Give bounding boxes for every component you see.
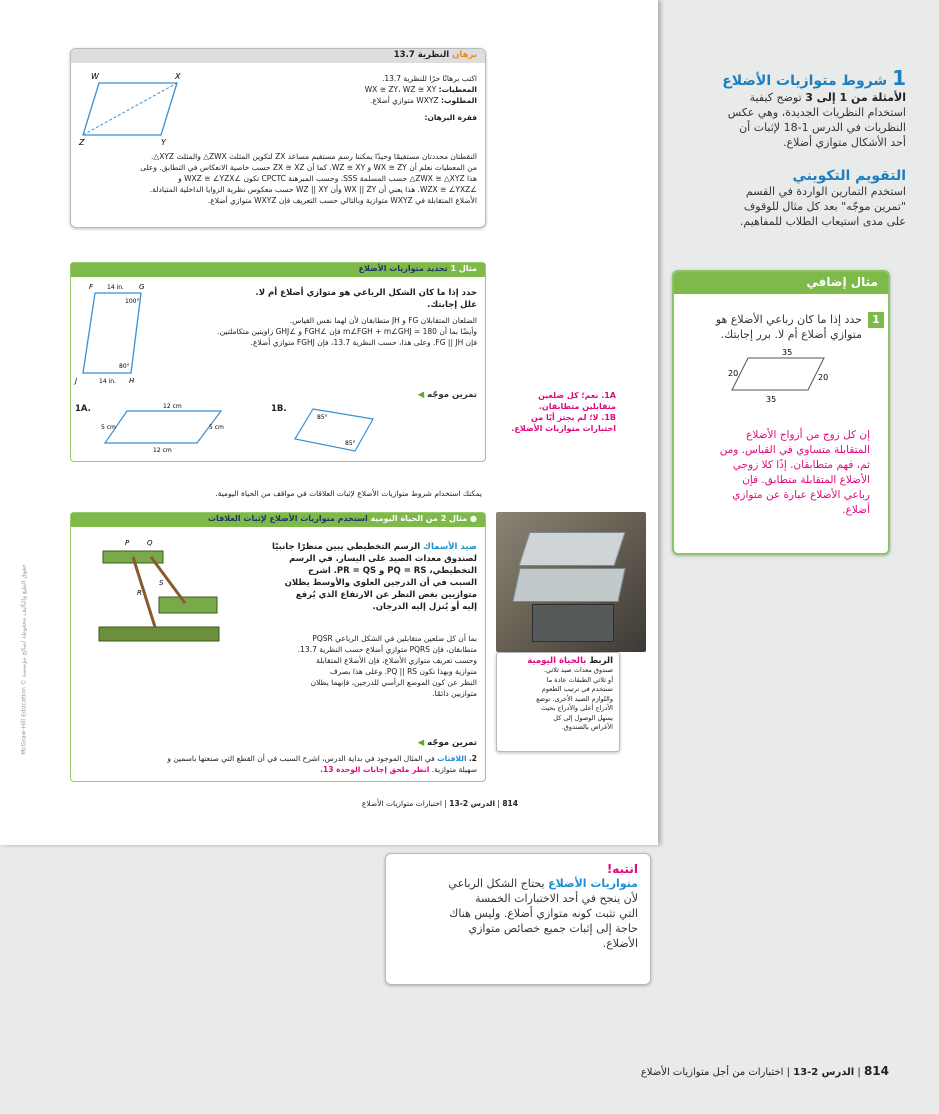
watch-out-line: لأن ينجح في أحد الاختبارات الخمسة bbox=[475, 892, 638, 905]
example2-box bbox=[70, 512, 486, 782]
para-line: أحد الأشكال متوازي أضلاع. bbox=[783, 136, 906, 149]
solution-line: متوازيين دائمًا. bbox=[432, 689, 477, 698]
para-line: النظريات في الدرس 1-18 لإثبات أن bbox=[739, 121, 906, 134]
extra-example-box bbox=[672, 270, 890, 555]
rw-line: الأدراج أعلى والأدراج بحيث bbox=[540, 704, 613, 712]
example2-tag: مثال 2 bbox=[440, 514, 468, 523]
proof-line: ∠WZX ≅ ∠YXZ. هذا يعني أن WX || ZY وأن WZ || XY حسب معكوس نظرية الزوايا الداخلية المتبادلة. bbox=[149, 185, 477, 194]
rw-line: أو ثلاثي الطبقات عادة ما bbox=[546, 675, 613, 684]
ex2-ref: انظر ملحق إجابات الوحدة 13. bbox=[320, 765, 430, 774]
page-footer: 814 | الدرس 2-13 | اختبارات متوازيات الأضلاع bbox=[361, 799, 518, 808]
given-label: المعطيات: bbox=[438, 85, 477, 94]
footer-num: 814 bbox=[502, 799, 518, 808]
watch-out-box bbox=[385, 853, 651, 985]
example2-tag2: من الحياة اليومية bbox=[370, 514, 438, 523]
proof-line: هذا ZWX ≅ △XYZ△ حسب المسلمة SSS. وحسب المبرهنة CPCTC تكون ∠WXZ ≅ ∠YZX و bbox=[178, 174, 477, 183]
label-s: S bbox=[159, 579, 164, 587]
example1-question: حدد إذا ما كان الشكل الرباعي هو متوازي أضلاع أم لا. bbox=[255, 288, 477, 298]
label-h: H bbox=[129, 377, 135, 385]
exercise-2 bbox=[77, 753, 477, 775]
label-f: F bbox=[89, 283, 94, 291]
example1-line: وأيضًا بما أن m∠FGH + m∠GHJ = 180 فإن ∠FGH و ∠GHJ زاويتين متكاملتين. bbox=[217, 327, 477, 336]
para-rest: توضح كيفية bbox=[749, 91, 802, 104]
footer-lesson: الدرس 2-13 bbox=[449, 799, 496, 808]
watch-out-title: انتبه! bbox=[606, 862, 638, 876]
label-j: J bbox=[75, 377, 78, 385]
chevron-icon: ◀ bbox=[417, 738, 425, 748]
rw-line: الأغراض بالصندوق. bbox=[561, 723, 613, 731]
formative-text bbox=[680, 184, 906, 229]
example1-line: فإن FG || JH. وعلى هذا، حسب النظرية 13.7، فإن FGHJ متوازي أضلاع. bbox=[250, 338, 477, 347]
para-label: فقرة البرهان: bbox=[424, 113, 477, 122]
extra-bottom: 35 bbox=[766, 395, 777, 404]
rw-line: تستخدم في ترتيب الطعوم bbox=[541, 685, 613, 693]
answer-1a: 1A. نعم؛ كل ضلعين متقابلين متطابقان. bbox=[538, 391, 616, 411]
exercise-1b-label: 1B. bbox=[271, 404, 287, 414]
bottom-length: 14 in. bbox=[99, 378, 116, 385]
label-w: W bbox=[91, 72, 99, 81]
rw-line: صندوق معدات صيد ثلاثي. bbox=[543, 666, 613, 674]
label-y: Y bbox=[161, 138, 166, 147]
1a-left: 5 cm bbox=[101, 424, 116, 431]
rw-line: يسهل الوصول إلى كل bbox=[553, 713, 613, 722]
1b-angle2: 85° bbox=[345, 440, 356, 447]
rw-line: واللوازم الصيد الأخرى. توضع bbox=[536, 694, 613, 703]
prove-value: WXYZ متوازي أضلاع. bbox=[370, 96, 439, 105]
problem-line: الرسم التخطيطي يبين منظرًا جانبيًا bbox=[271, 542, 421, 552]
extra-question bbox=[678, 312, 862, 342]
extra-answer-line: المتقابلة متساوي في القياس. ومن bbox=[719, 444, 870, 456]
problem-line: إليه أو يُنزل إليه الدرجان. bbox=[372, 602, 477, 612]
formative-line: استخدم التمارين الواردة في القسم bbox=[745, 185, 906, 198]
example1-justify: علل إجابتك. bbox=[427, 300, 477, 310]
globe-icon: ● bbox=[470, 514, 477, 523]
footer-title: اختبارات متوازيات الأضلاع bbox=[361, 799, 442, 808]
extra-figure bbox=[720, 346, 832, 404]
angle-80: 80° bbox=[119, 363, 130, 370]
label-p: P bbox=[125, 539, 130, 547]
transition-text: يمكنك استخدام شروط متوازيات الأضلاع لإثبات العلاقات في مواقف من الحياة اليومية. bbox=[215, 489, 482, 498]
extra-answer-line: ثم، فهم متطابقان. إذًا كلا زوجي bbox=[732, 459, 870, 471]
guided-text: تمرين موجّه bbox=[427, 390, 477, 400]
extra-top: 35 bbox=[782, 348, 793, 357]
1a-right: 5 cm bbox=[209, 424, 224, 431]
teacher-sidebar-intro bbox=[680, 66, 906, 229]
1b-angle1: 85° bbox=[317, 414, 328, 421]
solution-line: بما أن كل ضلعين متقابلين في الشكل الرباعي PQSR bbox=[312, 634, 477, 643]
formative-title: التقويم التكويني bbox=[792, 168, 906, 184]
proof-line: الأضلاع المتقابلة في WXYZ متوازية وبالتالي حسب التعريف فإن WXYZ متوازي أضلاع. bbox=[207, 196, 477, 205]
example2-lead: صيد الأسماك bbox=[423, 542, 477, 552]
extra-title: مثال إضافي bbox=[806, 275, 878, 289]
example2-problem bbox=[257, 541, 477, 613]
tackle-box-diagram bbox=[97, 535, 227, 645]
solution-line: متطابقان، فإن PQRS متوازي أضلاع حسب النظرية 13.7. bbox=[297, 645, 477, 654]
extra-answer-line: الأضلاع المتقابلة متطابق. فإن bbox=[742, 474, 870, 486]
extra-left: 20 bbox=[728, 369, 739, 378]
extra-answer bbox=[686, 428, 870, 518]
bottom-footer: 814 | الدرس 2-13 | اختبارات من أجل متوازيات الأضلاع bbox=[640, 1064, 889, 1078]
problem-line: لصندوق معدات الصيد على اليسار. في الرسم bbox=[289, 554, 477, 564]
bottom-footer-lesson: الدرس 2-13 bbox=[793, 1067, 855, 1078]
example2-solution bbox=[257, 633, 477, 699]
example1-box bbox=[70, 262, 486, 462]
formative-line: على مدى استيعاب الطلاب للمفاهيم. bbox=[739, 215, 906, 228]
formative-line: "تمرين موجّه" بعد كل مثال للوقوف bbox=[743, 200, 906, 213]
section-para bbox=[680, 90, 906, 150]
rw-title2: بالحياة اليومية bbox=[527, 656, 587, 666]
section-num: 1 bbox=[892, 66, 906, 90]
problem-line: التخطيطي، PQ = RS و PR = QS. اشرح bbox=[308, 566, 477, 576]
solution-line: متوازية وبهذا تكون PQ || RS. وعلى هذا بصرف bbox=[329, 667, 477, 676]
example1-figure bbox=[73, 279, 153, 387]
example2-header bbox=[71, 513, 485, 527]
proof-given-block bbox=[207, 73, 477, 123]
top-length: 14 in. bbox=[107, 284, 124, 291]
ex2-num: 2. bbox=[468, 754, 477, 763]
real-world-text bbox=[503, 666, 613, 733]
watch-out-line: التي تثبت كونه متوازي أضلاع. وليس هناك bbox=[449, 907, 638, 920]
answer-1b: 1B. لا؛ لم يجتز أيًا من اختبارات متوازيات الأضلاع. bbox=[511, 413, 616, 433]
extra-answer-line: رباعي الأضلاع عبارة عن متوازي bbox=[732, 489, 870, 501]
exercise-1a-figure bbox=[101, 399, 233, 453]
example2-title: استخدم متوازيات الأضلاع لإثبات العلاقات bbox=[208, 514, 368, 523]
extra-example-header bbox=[674, 272, 888, 294]
bottom-footer-num: 814 bbox=[863, 1064, 889, 1078]
label-z: Z bbox=[79, 138, 85, 147]
angle-100: 100° bbox=[125, 298, 140, 305]
example1-line: الضلعان المتقابلان FG و JH متطابقان لأن لهما نفس القياس. bbox=[289, 316, 477, 325]
example1-title: تحديد متوازيات الأضلاع bbox=[358, 264, 448, 273]
proof-figure bbox=[77, 69, 197, 149]
extra-right: 20 bbox=[818, 373, 829, 382]
problem-line: متوازيين بغض النظر عن الارتفاع الذي يُرفع bbox=[295, 590, 477, 600]
section-heading bbox=[680, 66, 906, 90]
label-q: Q bbox=[147, 539, 153, 547]
watch-out-text bbox=[398, 876, 638, 951]
real-world-box bbox=[496, 652, 620, 752]
watch-out-line: الأضلاع. bbox=[602, 937, 638, 950]
ex2-text2: سهيلة متوازية. bbox=[431, 765, 477, 774]
tackle-box-photo bbox=[496, 512, 646, 652]
section-title: شروط متوازيات الأضلاع bbox=[722, 73, 888, 89]
label-r: R bbox=[137, 589, 142, 597]
solution-line: وحسب تعريف متوازي الأضلاع، فإن الأضلاع المتقابلة bbox=[316, 656, 477, 665]
example2-guided-label bbox=[418, 737, 477, 749]
1a-bottom: 12 cm bbox=[153, 447, 172, 453]
vertical-credit: McGraw-Hill Education © حقوق الطبع والتأليف محفوظة لصالح مؤسسة bbox=[20, 564, 28, 755]
label-x: X bbox=[175, 72, 181, 81]
exercise-1b-figure bbox=[289, 399, 379, 455]
example1-tag: مثال 1 bbox=[450, 264, 477, 273]
proof-title: النظرية 13.7 bbox=[393, 50, 450, 60]
solution-line: النظر عن كون الموضع الرأسي للدرجين، فإنهما يظلان bbox=[310, 678, 477, 687]
proof-line: النقطتان محددتان مستقيمًا وحيدًا يمكننا رسم مستقيم مساعد ZX لتكوين المثلث ZWX△ والمثلث XYZ△. bbox=[151, 152, 477, 161]
real-world-title bbox=[503, 656, 613, 666]
prove-label: المطلوب: bbox=[440, 96, 477, 105]
proof-line: من المعطيات نعلم أن WX ≅ ZY و WZ ≅ XY. كما أن ZX ≅ XZ حسب خاصية الانعكاس في التطابق. وعلى bbox=[140, 163, 477, 172]
extra-answer-line: أضلاع. bbox=[842, 504, 870, 516]
problem-line: السبب في أن الدرجين العلوي والأوسط يظلان bbox=[284, 578, 477, 588]
examples-range: الأمثلة من 1 إلى 3 bbox=[805, 91, 906, 104]
ex2-lead: اللافتات bbox=[437, 754, 467, 763]
given-value: WX ≅ ZY، WZ ≅ XY bbox=[364, 85, 437, 94]
proof-header bbox=[71, 49, 485, 63]
para-line: استخدام النظريات الجديدة، وهي عكس bbox=[727, 106, 906, 119]
extra-q-line: حدد إذا ما كان رباعي الأضلاع هو bbox=[715, 313, 862, 326]
1a-top: 12 cm bbox=[163, 403, 182, 410]
proof-intro: اكتب برهانًا حرًا للنظرية 13.7. bbox=[381, 74, 477, 83]
label-g: G bbox=[139, 283, 145, 291]
watch-out-first: يحتاج الشكل الرباعي bbox=[448, 877, 545, 890]
proof-body bbox=[77, 151, 477, 206]
watch-out-lead: متوازيات الأضلاع bbox=[548, 877, 638, 890]
example1-guided-label bbox=[418, 389, 477, 401]
bottom-footer-title: اختبارات من أجل متوازيات الأضلاع bbox=[640, 1067, 784, 1078]
proof-box bbox=[70, 48, 486, 228]
guided-text: تمرين موجّه bbox=[427, 738, 477, 748]
example1-header bbox=[71, 263, 485, 277]
extra-num: 1 bbox=[868, 312, 884, 328]
watch-out-line: حاجة إلى إثبات جميع خصائص متوازي bbox=[468, 922, 638, 935]
ex2-text: في المثال الموجود في بداية الدرس، اشرح السبب في أن القطع التي صنعتها باسمين و bbox=[167, 754, 435, 763]
extra-answer-line: إن كل زوج من أزواج الأضلاع bbox=[746, 429, 870, 441]
proof-tag: برهان bbox=[452, 50, 477, 60]
margin-answers bbox=[506, 390, 616, 434]
extra-q-line: متوازي أضلاع أم لا. برر إجابتك. bbox=[720, 328, 862, 341]
exercise-1a-label: 1A. bbox=[75, 404, 91, 414]
chevron-icon: ◀ bbox=[417, 390, 425, 400]
rw-title1: الربط bbox=[589, 656, 613, 666]
example1-text bbox=[177, 287, 477, 348]
